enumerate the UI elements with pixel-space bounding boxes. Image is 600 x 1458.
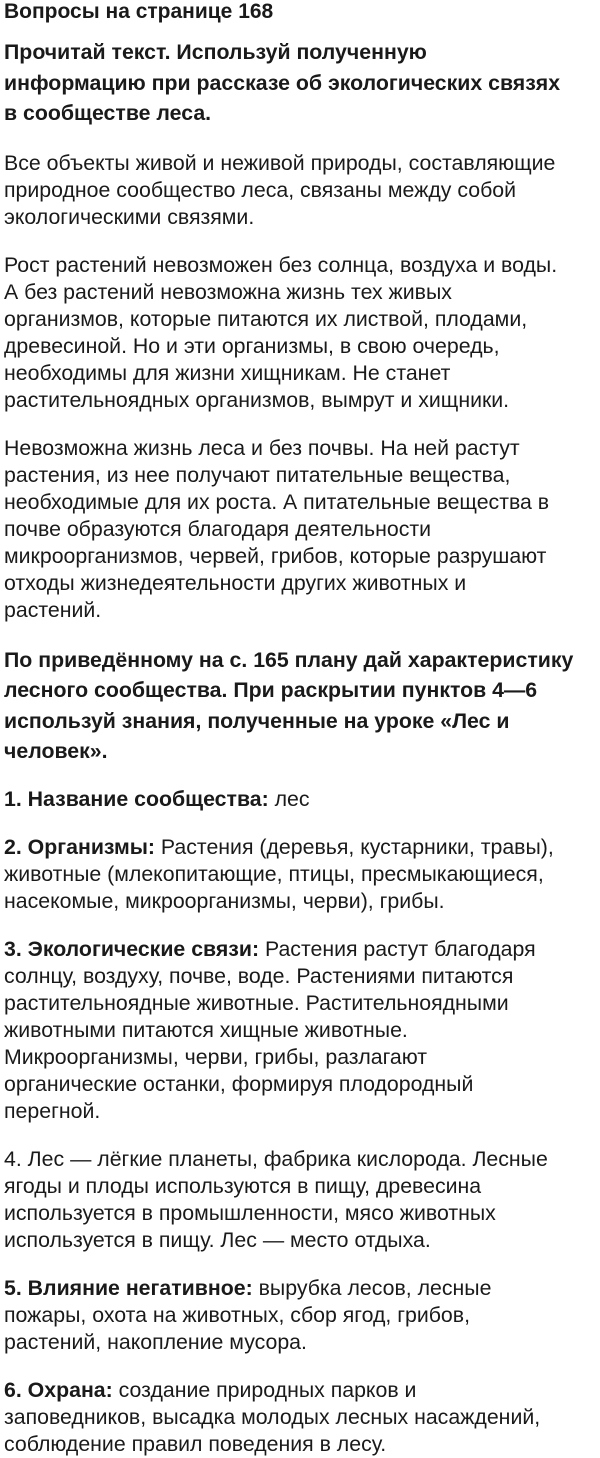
text-line: животными питаются хищные животные. <box>4 1017 408 1042</box>
answer-item <box>4 1275 600 1356</box>
page-title: Вопросы на странице 168 <box>4 0 274 23</box>
heading-line: По приведённому на с. 165 плану дай характеристику <box>4 647 574 672</box>
text-line: необходимые для их роста. А питательные вещества в <box>4 489 550 514</box>
heading-line: в сообществе леса. <box>4 101 212 125</box>
text-line <box>4 786 600 813</box>
paragraph <box>4 150 600 231</box>
text-line: необходимы для жизни хищникам. Не станет <box>4 360 451 385</box>
text-line <box>4 834 600 861</box>
text-line: ягоды и плоды используются в пищу, древесина <box>4 1173 482 1198</box>
heading-line: информацию при рассказе об экологических связях <box>4 70 561 95</box>
text-line <box>4 1146 600 1173</box>
item-label: 2. Организмы: <box>4 834 156 859</box>
task-heading-1 <box>4 37 600 129</box>
text-line: микроорганизмов, червей, грибов, которые разрушают <box>4 543 547 568</box>
task-heading-2 <box>4 645 600 767</box>
text-line: древесиной. Но и эти организмы, в свою очередь, <box>4 333 500 358</box>
text-line <box>4 936 600 963</box>
heading-line: Прочитай текст. Используй полученную <box>4 40 427 64</box>
item-text: лес <box>268 786 310 811</box>
text-line: экологическими связями. <box>4 204 255 229</box>
answer-item <box>4 936 600 1125</box>
item-label: 5. Влияние негативное: <box>4 1275 253 1300</box>
item-text: Растения растут благодаря <box>259 936 536 961</box>
text-line: Все объекты живой и неживой природы, составляющие <box>4 150 556 175</box>
paragraph <box>4 435 600 624</box>
text-line: насекомые, микроорганизмы, черви), грибы. <box>4 888 445 913</box>
text-line: используется в пищу. Лес — место отдыха. <box>4 1227 431 1252</box>
item-label: 6. Охрана: <box>4 1377 113 1402</box>
text-line: отходы жизнедеятельности других животных и <box>4 570 467 595</box>
item-text: Растения (деревья, кустарники, травы), <box>155 834 554 859</box>
text-line: А без растений невозможна жизнь тех живых <box>4 279 452 304</box>
item-text: создание природных парков и <box>112 1377 417 1402</box>
text-line <box>4 1275 600 1302</box>
text-line: организмов, которые питаются их листвой, плодами, <box>4 306 528 331</box>
answer-item <box>4 786 600 813</box>
answer-item <box>4 1146 600 1254</box>
item-label: 1. Название сообщества: <box>4 786 269 811</box>
heading-line: лесного сообщества. При раскрытии пунктов 4—6 <box>4 678 538 702</box>
text-line: соблюдение правил поведения в лесу. <box>4 1431 387 1456</box>
text-line: растений. <box>4 597 102 622</box>
text-line: солнцу, воздуху, почве, воде. Растениями питаются <box>4 963 514 988</box>
text-line: заповедников, высадка молодых лесных насаждений, <box>4 1404 541 1429</box>
text-line: органические останки, формируя плодородный <box>4 1071 474 1096</box>
text-line <box>4 1377 600 1404</box>
item-text: 4. Лес — лёгкие планеты, фабрика кислорода. Лесные <box>4 1146 548 1171</box>
item-label: 3. Экологические связи: <box>4 936 260 961</box>
text-line: растения, из нее получают питательные вещества, <box>4 462 511 487</box>
answer-item <box>4 1377 600 1458</box>
text-line: почве образуются благодаря деятельности <box>4 516 432 541</box>
text-line: используется в промышленности, мясо животных <box>4 1200 496 1225</box>
text-line: Невозможна жизнь леса и без почвы. На ней растут <box>4 435 520 460</box>
text-line: животные (млекопитающие, птицы, пресмыкающиеся, <box>4 861 544 886</box>
text-line: пожары, охота на животных, сбор ягод, грибов, <box>4 1302 471 1327</box>
item-text: вырубка лесов, лесные <box>252 1275 492 1300</box>
text-line: растительноядные животные. Растительноядными <box>4 990 509 1015</box>
text-line: Рост растений невозможен без солнца, воздуха и воды. <box>4 252 558 277</box>
paragraph <box>4 252 600 414</box>
heading-line: используй знания, полученные на уроке «Лес и <box>4 708 510 733</box>
text-line: перегной. <box>4 1098 101 1123</box>
text-line: растительноядных организмов, вымрут и хищники. <box>4 387 510 412</box>
text-line: природное сообщество леса, связаны между собой <box>4 177 517 202</box>
text-line: растений, накопление мусора. <box>4 1329 307 1354</box>
text-line: Микроорганизмы, черви, грибы, разлагают <box>4 1044 428 1069</box>
heading-line: человек». <box>4 739 108 763</box>
answer-item <box>4 834 600 915</box>
